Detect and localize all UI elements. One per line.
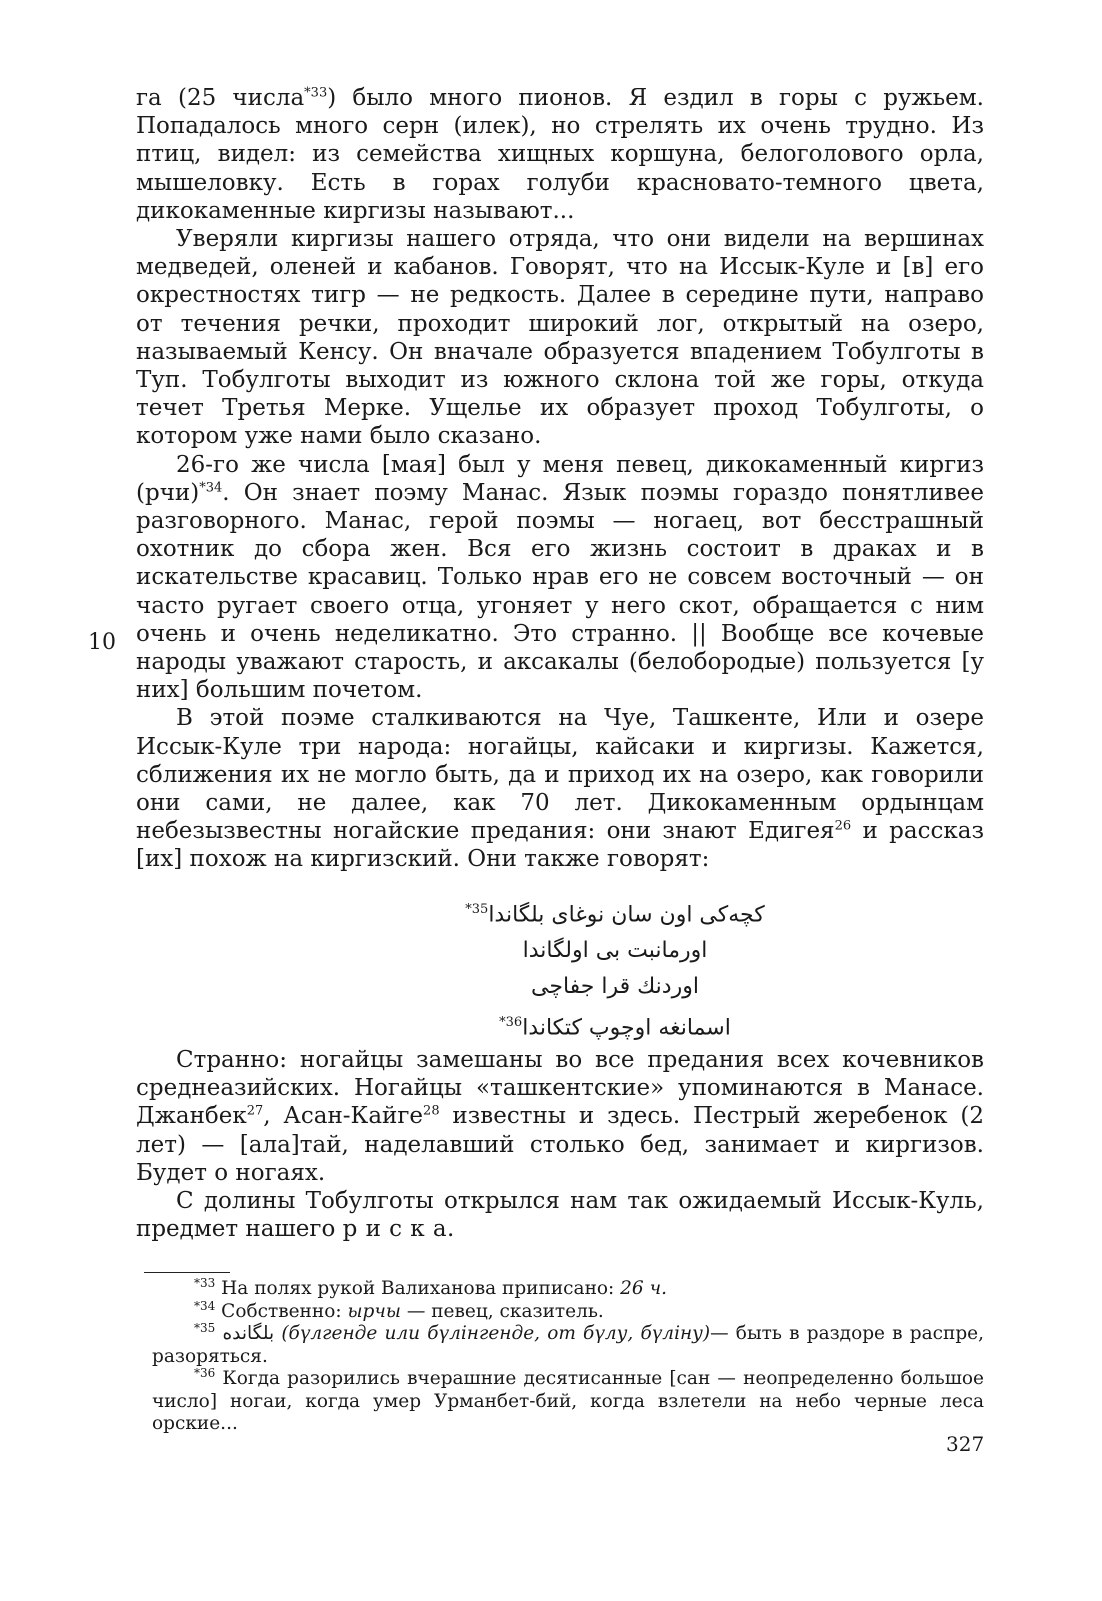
- text-run: га (25 числа: [136, 85, 305, 111]
- paragraph: [136, 1046, 984, 1187]
- text-run: .: [447, 1216, 455, 1243]
- footnote-mark: *34: [194, 1298, 216, 1313]
- text-run: ) было много пионов. Я ездил в горы с ружьем. Попадалось много серн (илек), но стрелять их очень трудно. Из птиц, видел: из семейства хищных коршуна, белоголового орла, мышеловку. Есть в горах голуби красновато-темного цвета, дикокаменные киргизы называют...: [136, 85, 984, 224]
- paragraph: [136, 84, 984, 225]
- text-run: С долины Тобулготы открылся нам так ожидаемый Иссык-Куль, предмет нашего: [136, 1188, 984, 1243]
- arabic-script-verse: [440, 892, 790, 1047]
- text-run: , Асан-Кайге: [263, 1103, 424, 1130]
- verse-line: [440, 933, 790, 969]
- footnote-reference: *35: [465, 902, 489, 917]
- text-run: Когда разорились вчерашние десятисанные [сан — неопределенно большое число] ногаи, когда умер Урманбет-бий, когда взлетели на небо черные леса орские...: [152, 1368, 984, 1434]
- paragraph: [136, 704, 984, 873]
- footnotes: [152, 1275, 984, 1436]
- page-number: 327: [946, 1432, 985, 1456]
- footnote: [152, 1298, 984, 1324]
- text-run: بلگانده: [215, 1323, 282, 1344]
- text-run: — певец, сказитель.: [400, 1300, 604, 1322]
- footnote-reference: 27: [246, 1103, 264, 1119]
- verse-line: [440, 969, 790, 1005]
- verse-line: [440, 892, 790, 933]
- footnote-mark: *35: [194, 1320, 216, 1335]
- paragraph: [136, 225, 984, 451]
- text-run: р и с к а: [342, 1216, 448, 1243]
- footnote-mark: *36: [194, 1365, 216, 1380]
- footnote-reference: 26: [834, 818, 852, 834]
- italic-text: ырчы: [347, 1300, 401, 1322]
- footnote-separator: [144, 1272, 230, 1273]
- line-number-marker: 10: [88, 630, 116, 655]
- verse-text: اوردنك قرا جفاچی: [531, 974, 699, 1000]
- footnote: [152, 1365, 984, 1436]
- text-run: В этой поэме сталкиваются на Чуе, Ташкенте, Или и озере Иссык-Куле три народа: ногайцы, кайсаки и киргизы. Кажется, сближения их не могло быть, да и приход их на озеро, как говорили они сами, не далее, как 70 лет. Дикокаменным ордынцам небезызвестны ногайские предания: они знают Едигея: [136, 705, 984, 845]
- text-run: 26-го же числа [мая] был у меня певец, дикокаменный киргиз (рчи): [136, 451, 984, 506]
- verse-text: اورمانبت بی اولگاندا: [522, 938, 708, 964]
- footnote-reference: *33: [304, 85, 328, 101]
- italic-text: 26 ч.: [620, 1278, 667, 1299]
- text-run: Собственно:: [215, 1300, 348, 1322]
- main-text-block: [136, 84, 984, 874]
- footnote: [152, 1275, 984, 1301]
- text-run: — быть в раздоре в распре, разоряться.: [152, 1323, 984, 1367]
- paragraph: [136, 1187, 984, 1243]
- verse-text: اسمانغه اوچوپ کتکاندا: [522, 1015, 731, 1041]
- paragraph: [136, 451, 984, 705]
- footnote-reference: 28: [423, 1103, 440, 1119]
- verse-text: کچه‌کی اون سان نوغای بلگاندا: [488, 902, 765, 928]
- footnote: [152, 1320, 984, 1368]
- italic-text: (бүлгенде или бүлiнгенде, от бүлу, бүлiну): [281, 1323, 711, 1344]
- text-run: известны и здесь. Пестрый жеребенок (2 лет) — [ала]тай, наделавший столько бед, занимает и киргизов. Будет о ногаях.: [136, 1103, 984, 1186]
- text-run: Странно: ногайцы замешаны во все предания всех кочевников среднеазийских. Ногайцы «ташкентские» упоминаются в Манасе. Джанбек: [136, 1047, 984, 1130]
- footnote-reference: *34: [199, 480, 223, 496]
- verse-line: [440, 1005, 790, 1046]
- text-run: На полях рукой Валиханова приписано:: [215, 1278, 621, 1299]
- footnote-mark: *33: [194, 1275, 216, 1290]
- main-text-block-continued: [136, 1046, 984, 1243]
- text-run: . Он знает поэму Манас. Язык поэмы гораздо понятливее разговорного. Манас, герой поэмы — ногаец, вот бесстрашный охотник до сбора жен. Вся его жизнь состоит в драках и в искательстве красавиц. Только нрав его не совсем восточный — он часто ругает своего отца, угоняет у него скот, обращается с ним очень и очень неделикатно. Это странно. || Вообще все кочевые народы уважают старость, и аксакалы (белобородые) пользуется [у них] большим почетом.: [136, 479, 984, 704]
- text-run: Уверяли киргизы нашего отряда, что они видели на вершинах медведей, оленей и кабанов. Говорят, что на Иссык-Куле и [в] его окрестностях тигр — не редкость. Далее в середине пути, направо от течения речки, проходит широкий лог, открытый на озеро, называемый Кенсу. Он вначале образуется впадением Тобулготы в Туп. Тобулготы выходит из южного склона той же горы, откуда течет Третья Мерке. Ущелье их образует проход Тобулготы, о котором уже нами было сказано.: [136, 226, 984, 450]
- footnote-reference: *36: [499, 1015, 523, 1031]
- text-run: и рассказ [их] похож на киргизский. Они также говорят:: [136, 818, 984, 873]
